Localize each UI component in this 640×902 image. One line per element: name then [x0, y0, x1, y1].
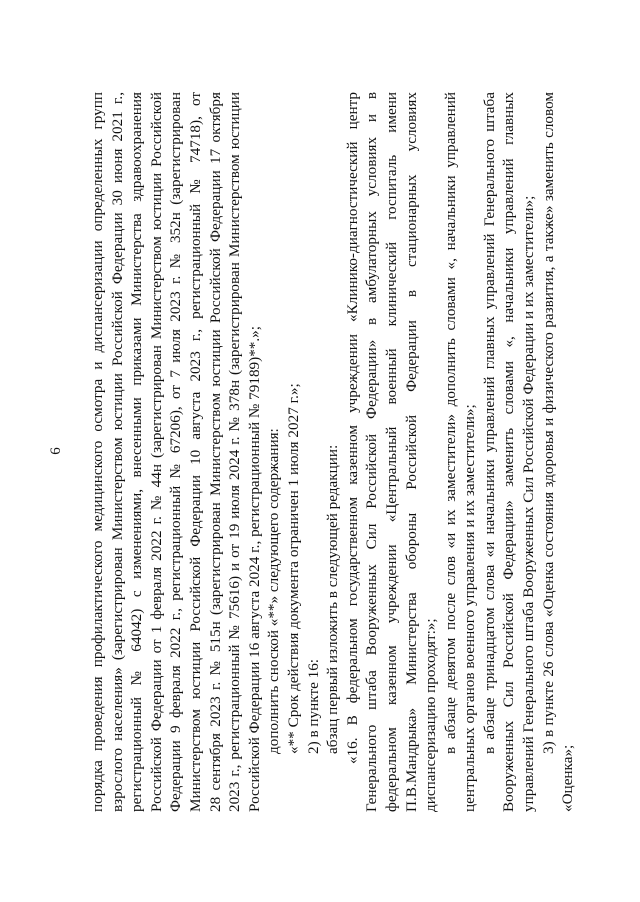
text-line: порядка проведения профилактического медицинского осмотра и диспансеризации определенных групп [89, 92, 106, 812]
text-line: Генерального штаба Вооруженных Сил Российской Федерации» в амбулаторных условиях и в [363, 92, 381, 812]
text-line: П.В.Мандрыка» Министерства обороны Российской Федерации в стационарных условиях [402, 92, 420, 812]
text-line: «Оценка»; [559, 744, 577, 812]
text-line: в абзаце девятом после слов «и их заместители» дополнить словами «, начальники управлений [441, 92, 459, 754]
text-line: «16. В федеральном государственном казенном учреждении «Клинико-диагностический центр [343, 92, 361, 764]
text-line: «** Срок действия документа ограничен 1 июля 2027 г.»; [284, 383, 302, 754]
text-line: диспансеризацию проходят:»; [422, 618, 440, 812]
text-line: центральных органов военного управления и их заместители»; [461, 404, 479, 812]
text-line: 2023 г., регистрационный № 75616) и от 19 июля 2024 г. № 378н (зарегистрирован Министерством юстиции [226, 92, 244, 812]
text-line: Министерством юстиции Российской Федерации 10 августа 2023 г., регистрационный № 74718), от [186, 92, 204, 812]
text-line: абзац первый изложить в следующей редакции: [324, 444, 342, 754]
text-line: 3) в пункте 26 слова «Оценка состояния здоровья и физического развития, а также» заменить словом [539, 92, 557, 754]
text-line: регистрационный № 64042) с изменениями, внесенными приказами Министерства здравоохранения [128, 92, 146, 812]
text-line: в абзаце тринадцатом слова «и начальники управлений главных управлений Генерального штаба [480, 92, 498, 754]
text-line: Российской Федерации от 1 февраля 2022 г. № 44н (зарегистрирован Министерством юстиции Российской [147, 92, 165, 812]
text-line: 28 сентября 2023 г. № 515н (зарегистрирован Министерством юстиции Российской Федерации 17 октября [206, 92, 224, 812]
text-line: Вооруженных Сил Российской Федерации» заменить словами «, начальники управлений главных [500, 92, 518, 812]
text-line: Федерации 9 февраля 2022 г., регистрационный № 67206), от 7 июля 2023 г. № 352н (зарегистрирован [167, 92, 185, 812]
document-body [88, 92, 578, 812]
text-line: федеральном казенном учреждении «Центральный военный клинический госпиталь имени [382, 92, 400, 812]
text-line: Российской Федерации 16 августа 2024 г., регистрационный № 79189)**.»; [245, 326, 263, 812]
text-line: управлений Генерального штаба Вооруженных Сил Российской Федерации и их заместители»; [520, 195, 538, 812]
text-line: дополнить сноской «**» следующего содержания: [265, 428, 283, 754]
page-number: 6 [48, 447, 64, 455]
text-line: 2) в пункте 16: [304, 658, 322, 754]
text-line: взрослого населения» (зарегистрирован Министерством юстиции Российской Федерации 30 июня 2021 г., [108, 92, 126, 812]
